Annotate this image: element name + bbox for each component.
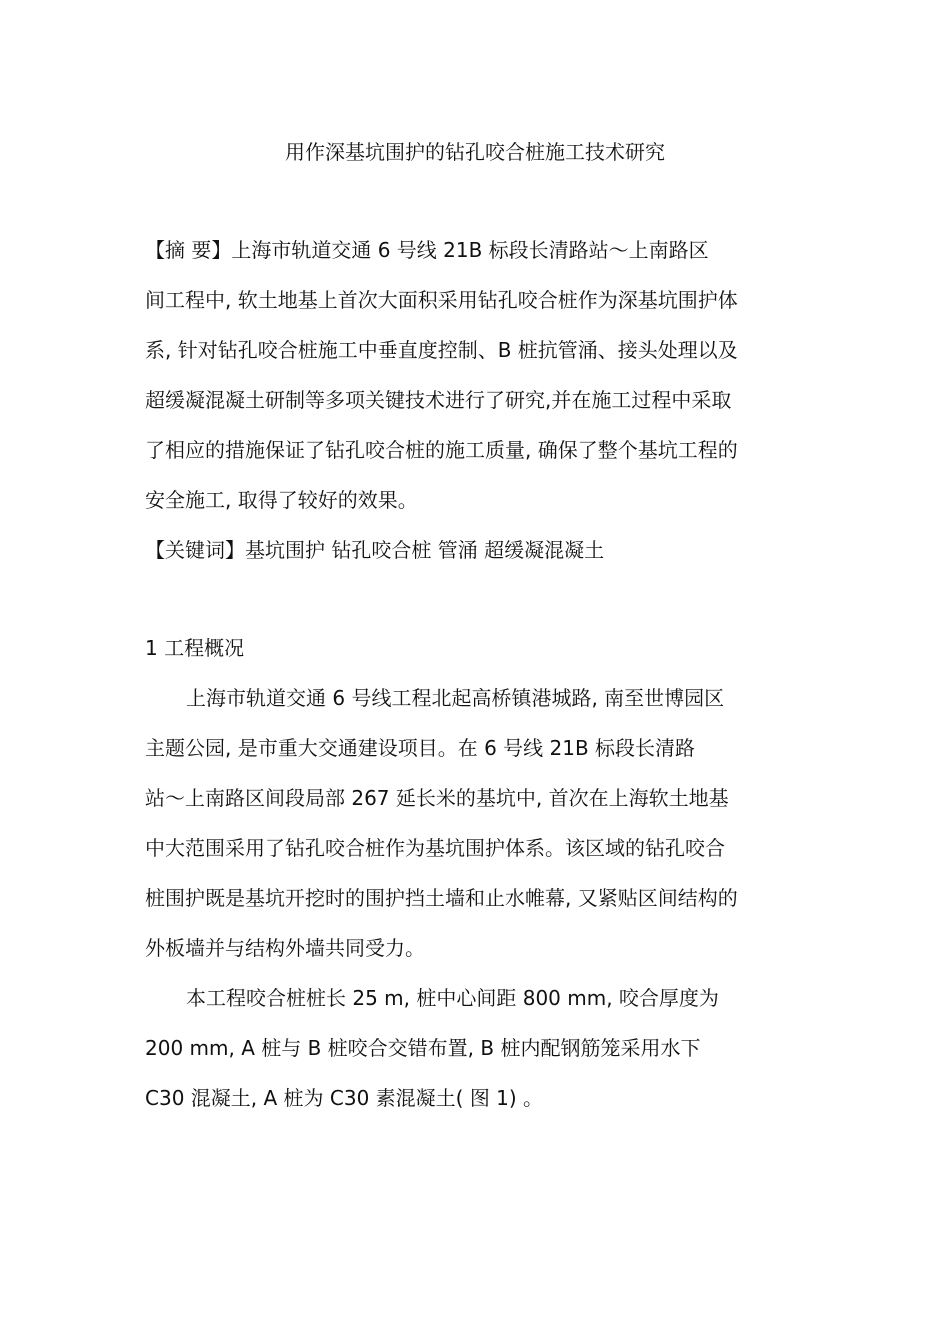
- abstract-line: 超缓凝混凝土研制等多项关键技术进行了研究,并在施工过程中采取: [145, 388, 732, 412]
- document-title: 用作深基坑围护的钻孔咬合桩施工技术研究: [285, 140, 665, 164]
- paragraph-line: 外板墙并与结构外墙共同受力。: [145, 936, 425, 960]
- paragraph-line: 主题公园, 是市重大交通建设项目。在 6 号线 21B 标段长清路: [145, 736, 696, 760]
- paragraph-line: 中大范围采用了钻孔咬合桩作为基坑围护体系。该区域的钻孔咬合: [145, 836, 725, 860]
- abstract-line: 【摘 要】上海市轨道交通 6 号线 21B 标段长清路站～上南路区: [145, 238, 709, 262]
- section-heading: 1 工程概况: [145, 636, 245, 660]
- paragraph-line: 桩围护既是基坑开挖时的围护挡土墙和止水帷幕, 又紧贴区间结构的: [145, 886, 738, 910]
- keywords-line: 【关键词】基坑围护 钻孔咬合桩 管涌 超缓凝混凝土: [145, 538, 605, 562]
- abstract-line: 安全施工, 取得了较好的效果。: [145, 488, 418, 512]
- paragraph-line: 上海市轨道交通 6 号线工程北起高桥镇港城路, 南至世博园区: [186, 686, 725, 710]
- abstract-line: 间工程中, 软土地基上首次大面积采用钻孔咬合桩作为深基坑围护体: [145, 288, 738, 312]
- paragraph-line: 站～上南路区间段局部 267 延长米的基坑中, 首次在上海软土地基: [145, 786, 729, 810]
- abstract-line: 系, 针对钻孔咬合桩施工中垂直度控制、B 桩抗管涌、接头处理以及: [145, 338, 738, 362]
- paragraph-line: 本工程咬合桩桩长 25 m, 桩中心间距 800 mm, 咬合厚度为: [186, 986, 719, 1010]
- paragraph-line: 200 mm, A 桩与 B 桩咬合交错布置, B 桩内配钢筋笼采用水下: [145, 1036, 701, 1060]
- abstract-line: 了相应的措施保证了钻孔咬合桩的施工质量, 确保了整个基坑工程的: [145, 438, 738, 462]
- paragraph-line: C30 混凝土, A 桩为 C30 素混凝土( 图 1) 。: [145, 1086, 544, 1110]
